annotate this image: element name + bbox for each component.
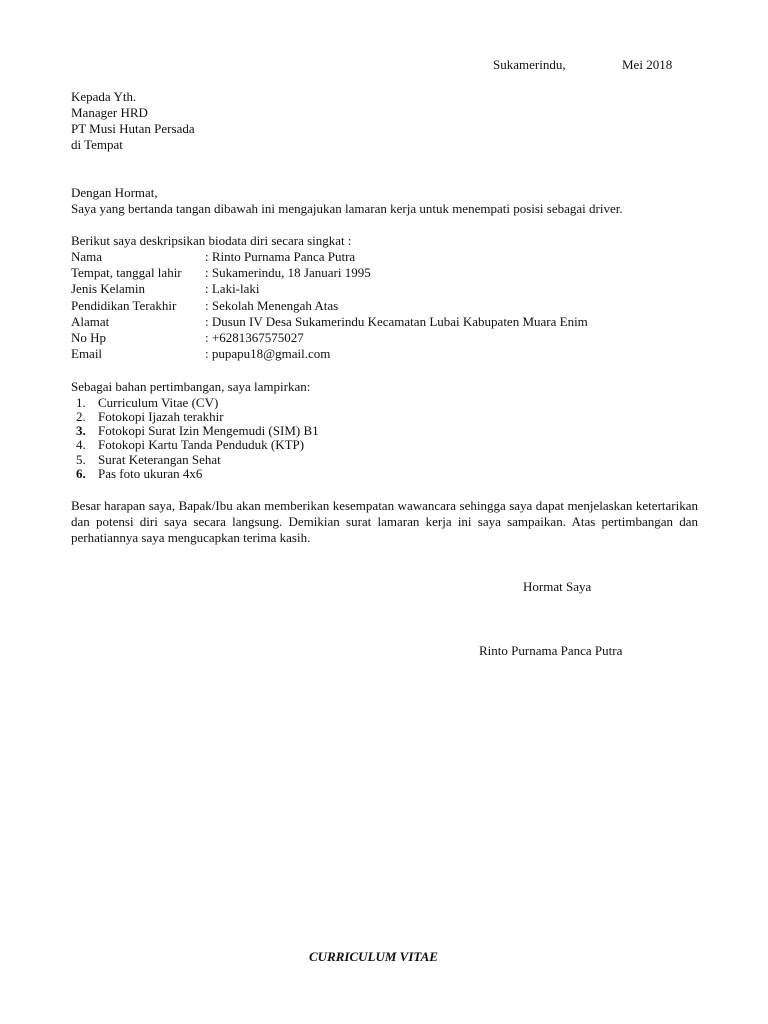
closing-paragraph: Besar harapan saya, Bapak/Ibu akan memberikan kesempatan wawancara sehingga saya dapat menjelaskan ketertarikan dan potensi diri saya secara langsung. Demikian surat lamaran kerja ini saya sampaikan. Atas pertimbangan dan perhatiannya saya mengucapkan terima kasih.: [71, 498, 698, 545]
biodata-value: : Rinto Purnama Panca Putra: [205, 249, 356, 264]
biodata-label: Tempat, tanggal lahir: [71, 265, 182, 280]
biodata-value: : Dusun IV Desa Sukamerindu Kecamatan Lubai Kabupaten Muara Enim: [205, 314, 588, 329]
cv-heading: CURRICULUM VITAE: [309, 949, 438, 964]
list-item: Pas foto ukuran 4x6: [98, 466, 203, 481]
list-item: Surat Keterangan Sehat: [98, 452, 221, 467]
biodata-value: : Sekolah Menengah Atas: [205, 298, 339, 313]
biodata-label: Email: [71, 346, 103, 361]
biodata-value: : Sukamerindu, 18 Januari 1995: [205, 265, 371, 280]
biodata-label: Jenis Kelamin: [71, 281, 146, 296]
letter-date: Mei 2018: [622, 57, 673, 72]
list-item-number: 3.: [76, 423, 86, 438]
recipient-line: Manager HRD: [71, 105, 148, 120]
list-item: Fotokopi Ijazah terakhir: [98, 409, 224, 424]
biodata-value: : +6281367575027: [205, 330, 304, 345]
biodata-value: : Laki-laki: [205, 281, 260, 296]
salutation: Hormat Saya: [523, 579, 592, 594]
biodata-label: Pendidikan Terakhir: [71, 298, 177, 313]
greeting: Dengan Hormat,: [71, 185, 158, 200]
list-item-number: 5.: [76, 452, 86, 467]
recipient-line: PT Musi Hutan Persada: [71, 121, 195, 136]
list-item-number: 4.: [76, 437, 86, 452]
letter-place: Sukamerindu,: [493, 57, 566, 72]
signature-name: Rinto Purnama Panca Putra: [479, 643, 623, 658]
list-item: Fotokopi Surat Izin Mengemudi (SIM) B1: [98, 423, 319, 438]
recipient-line: Kepada Yth.: [71, 89, 137, 104]
recipient-line: di Tempat: [71, 137, 123, 152]
list-item-number: 2.: [76, 409, 86, 424]
list-item: Curriculum Vitae (CV): [98, 395, 219, 410]
biodata-label: Alamat: [71, 314, 110, 329]
list-item-number: 6.: [76, 466, 86, 481]
biodata-label: No Hp: [71, 330, 107, 345]
attachments-intro: Sebagai bahan pertimbangan, saya lampirkan:: [71, 379, 311, 394]
biodata-value: : pupapu18@gmail.com: [205, 346, 331, 361]
list-item-number: 1.: [76, 395, 86, 410]
biodata-label: Nama: [71, 249, 103, 264]
intro-paragraph: Saya yang bertanda tangan dibawah ini mengajukan lamaran kerja untuk menempati posisi sebagai driver.: [71, 201, 623, 216]
biodata-intro: Berikut saya deskripsikan biodata diri secara singkat :: [71, 233, 352, 248]
list-item: Fotokopi Kartu Tanda Penduduk (KTP): [98, 437, 305, 452]
